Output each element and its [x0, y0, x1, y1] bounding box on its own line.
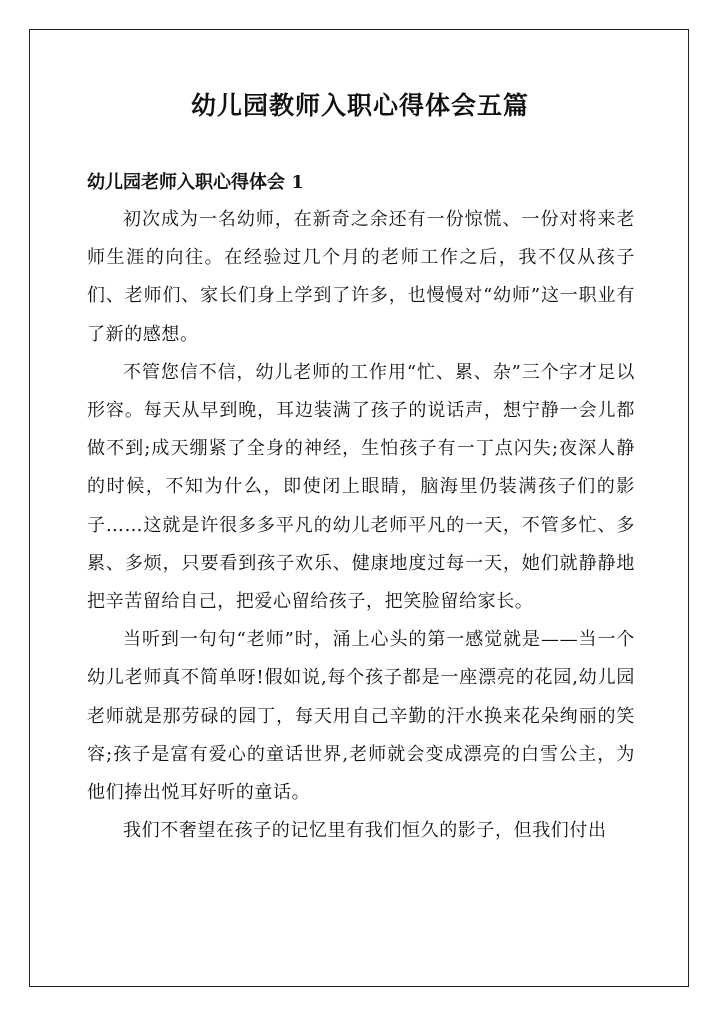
paragraph: 初次成为一名幼师，在新奇之余还有一份惊慌、一份对将来老师生涯的向往。在经验过几个月的老师工作之后，我不仅从孩子们、老师们、家长们身上学到了许多，也慢慢对“幼师”这一职业有了新的感想。: [87, 209, 635, 345]
paragraph: 我们不奢望在孩子的记忆里有我们恒久的影子，但我们付出: [123, 820, 607, 842]
paragraph: 当听到一句句“老师”时，涌上心头的第一感觉就是——当一个幼儿老师真不简单呀!假如说,每个孩子都是一座漂亮的花园,幼儿园老师就是那劳碌的园丁，每天用自己辛勤的汗水换来花朵绚丽的笑容;孩子是富有爱心的童话世界,老师就会变成漂亮的白雪公主，为他们捧出悦耳好听的童话。: [87, 629, 635, 804]
document-body: [87, 201, 635, 850]
document-title: 幼儿园教师入职心得体会五篇: [190, 91, 529, 120]
section-heading: 幼儿园老师入职心得体会 1: [87, 172, 304, 193]
paragraph: 不管您信不信，幼儿老师的工作用“忙、累、杂”三个字才足以形容。每天从早到晚，耳边装满了孩子的说话声，想宁静一会儿都做不到;成天绷紧了全身的神经，生怕孩子有一丁点闪失;夜深人静的时候，不知为什么，即使闭上眼睛，脑海里仍装满孩子们的影子……这就是许很多多平凡的幼儿老师平凡的一天，不管多忙、多累、多烦，只要看到孩子欢乐、健康地度过每一天，她们就静静地把辛苦留给自己，把爱心留给孩子，把笑脸留给家长。: [87, 361, 635, 613]
